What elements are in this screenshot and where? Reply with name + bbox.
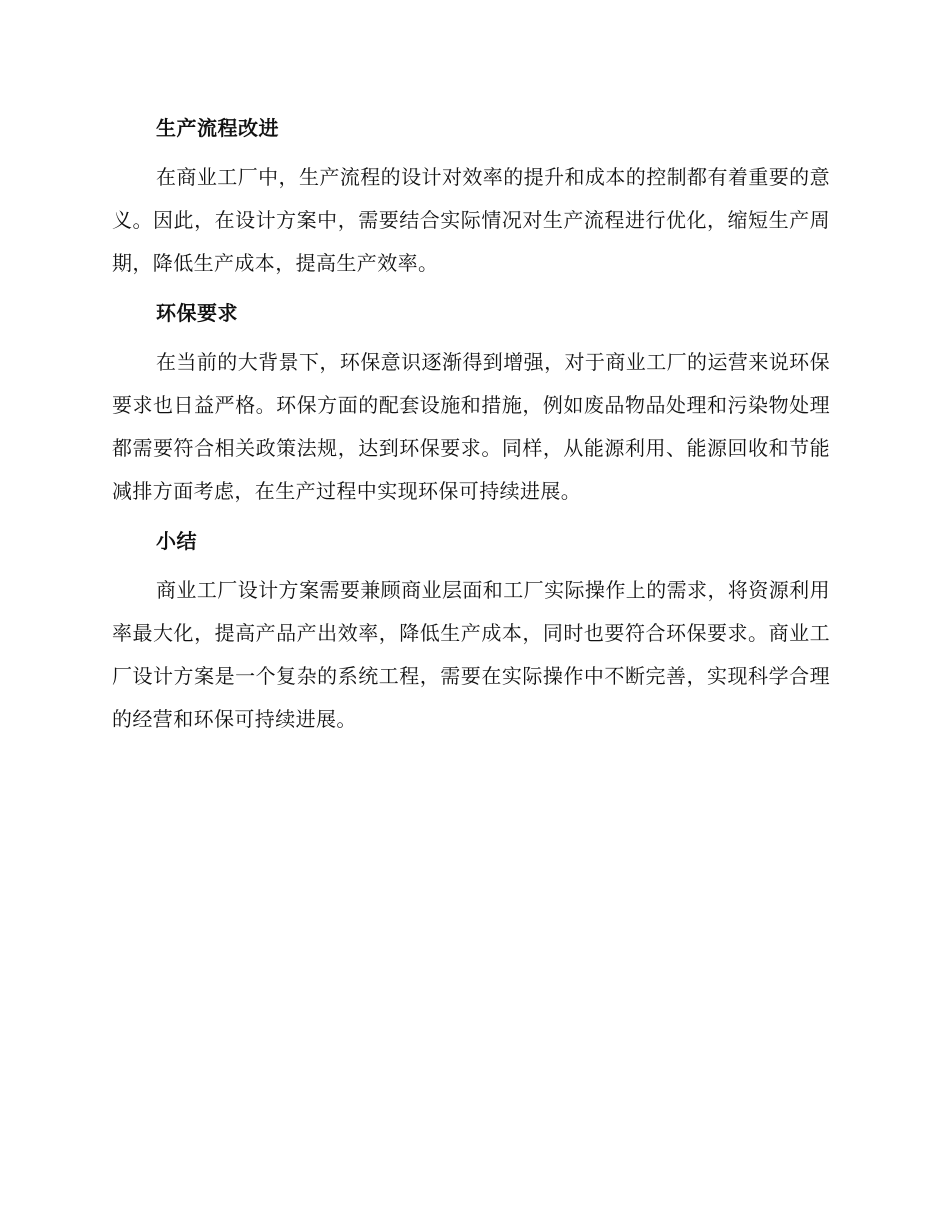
section-environmental-requirements [112, 293, 830, 513]
section-summary [112, 521, 830, 741]
section-paragraph: 商业工厂设计方案需要兼顾商业层面和工厂实际操作上的需求，将资源利用率最大化，提高产品产出效率，降低生产成本，同时也要符合环保要求。商业工厂设计方案是一个复杂的系统工程，需要在实际操作中不断完善，实现科学合理的经营和环保可持续进展。 [112, 578, 830, 731]
section-heading: 小结 [156, 529, 197, 553]
section-heading: 生产流程改进 [156, 116, 279, 140]
section-paragraph: 在当前的大背景下，环保意识逐渐得到增强，对于商业工厂的运营来说环保要求也日益严格。环保方面的配套设施和措施，例如废品物品处理和污染物处理都需要符合相关政策法规，达到环保要求。同样，从能源利用、能源回收和节能减排方面考虑，在生产过程中实现环保可持续进展。 [112, 350, 830, 503]
section-paragraph: 在商业工厂中，生产流程的设计对效率的提升和成本的控制都有着重要的意义。因此，在设计方案中，需要结合实际情况对生产流程进行优化，缩短生产周期，降低生产成本，提高生产效率。 [112, 165, 830, 275]
section-heading: 环保要求 [156, 301, 238, 325]
section-production-process [112, 108, 830, 285]
document-content [112, 108, 830, 749]
